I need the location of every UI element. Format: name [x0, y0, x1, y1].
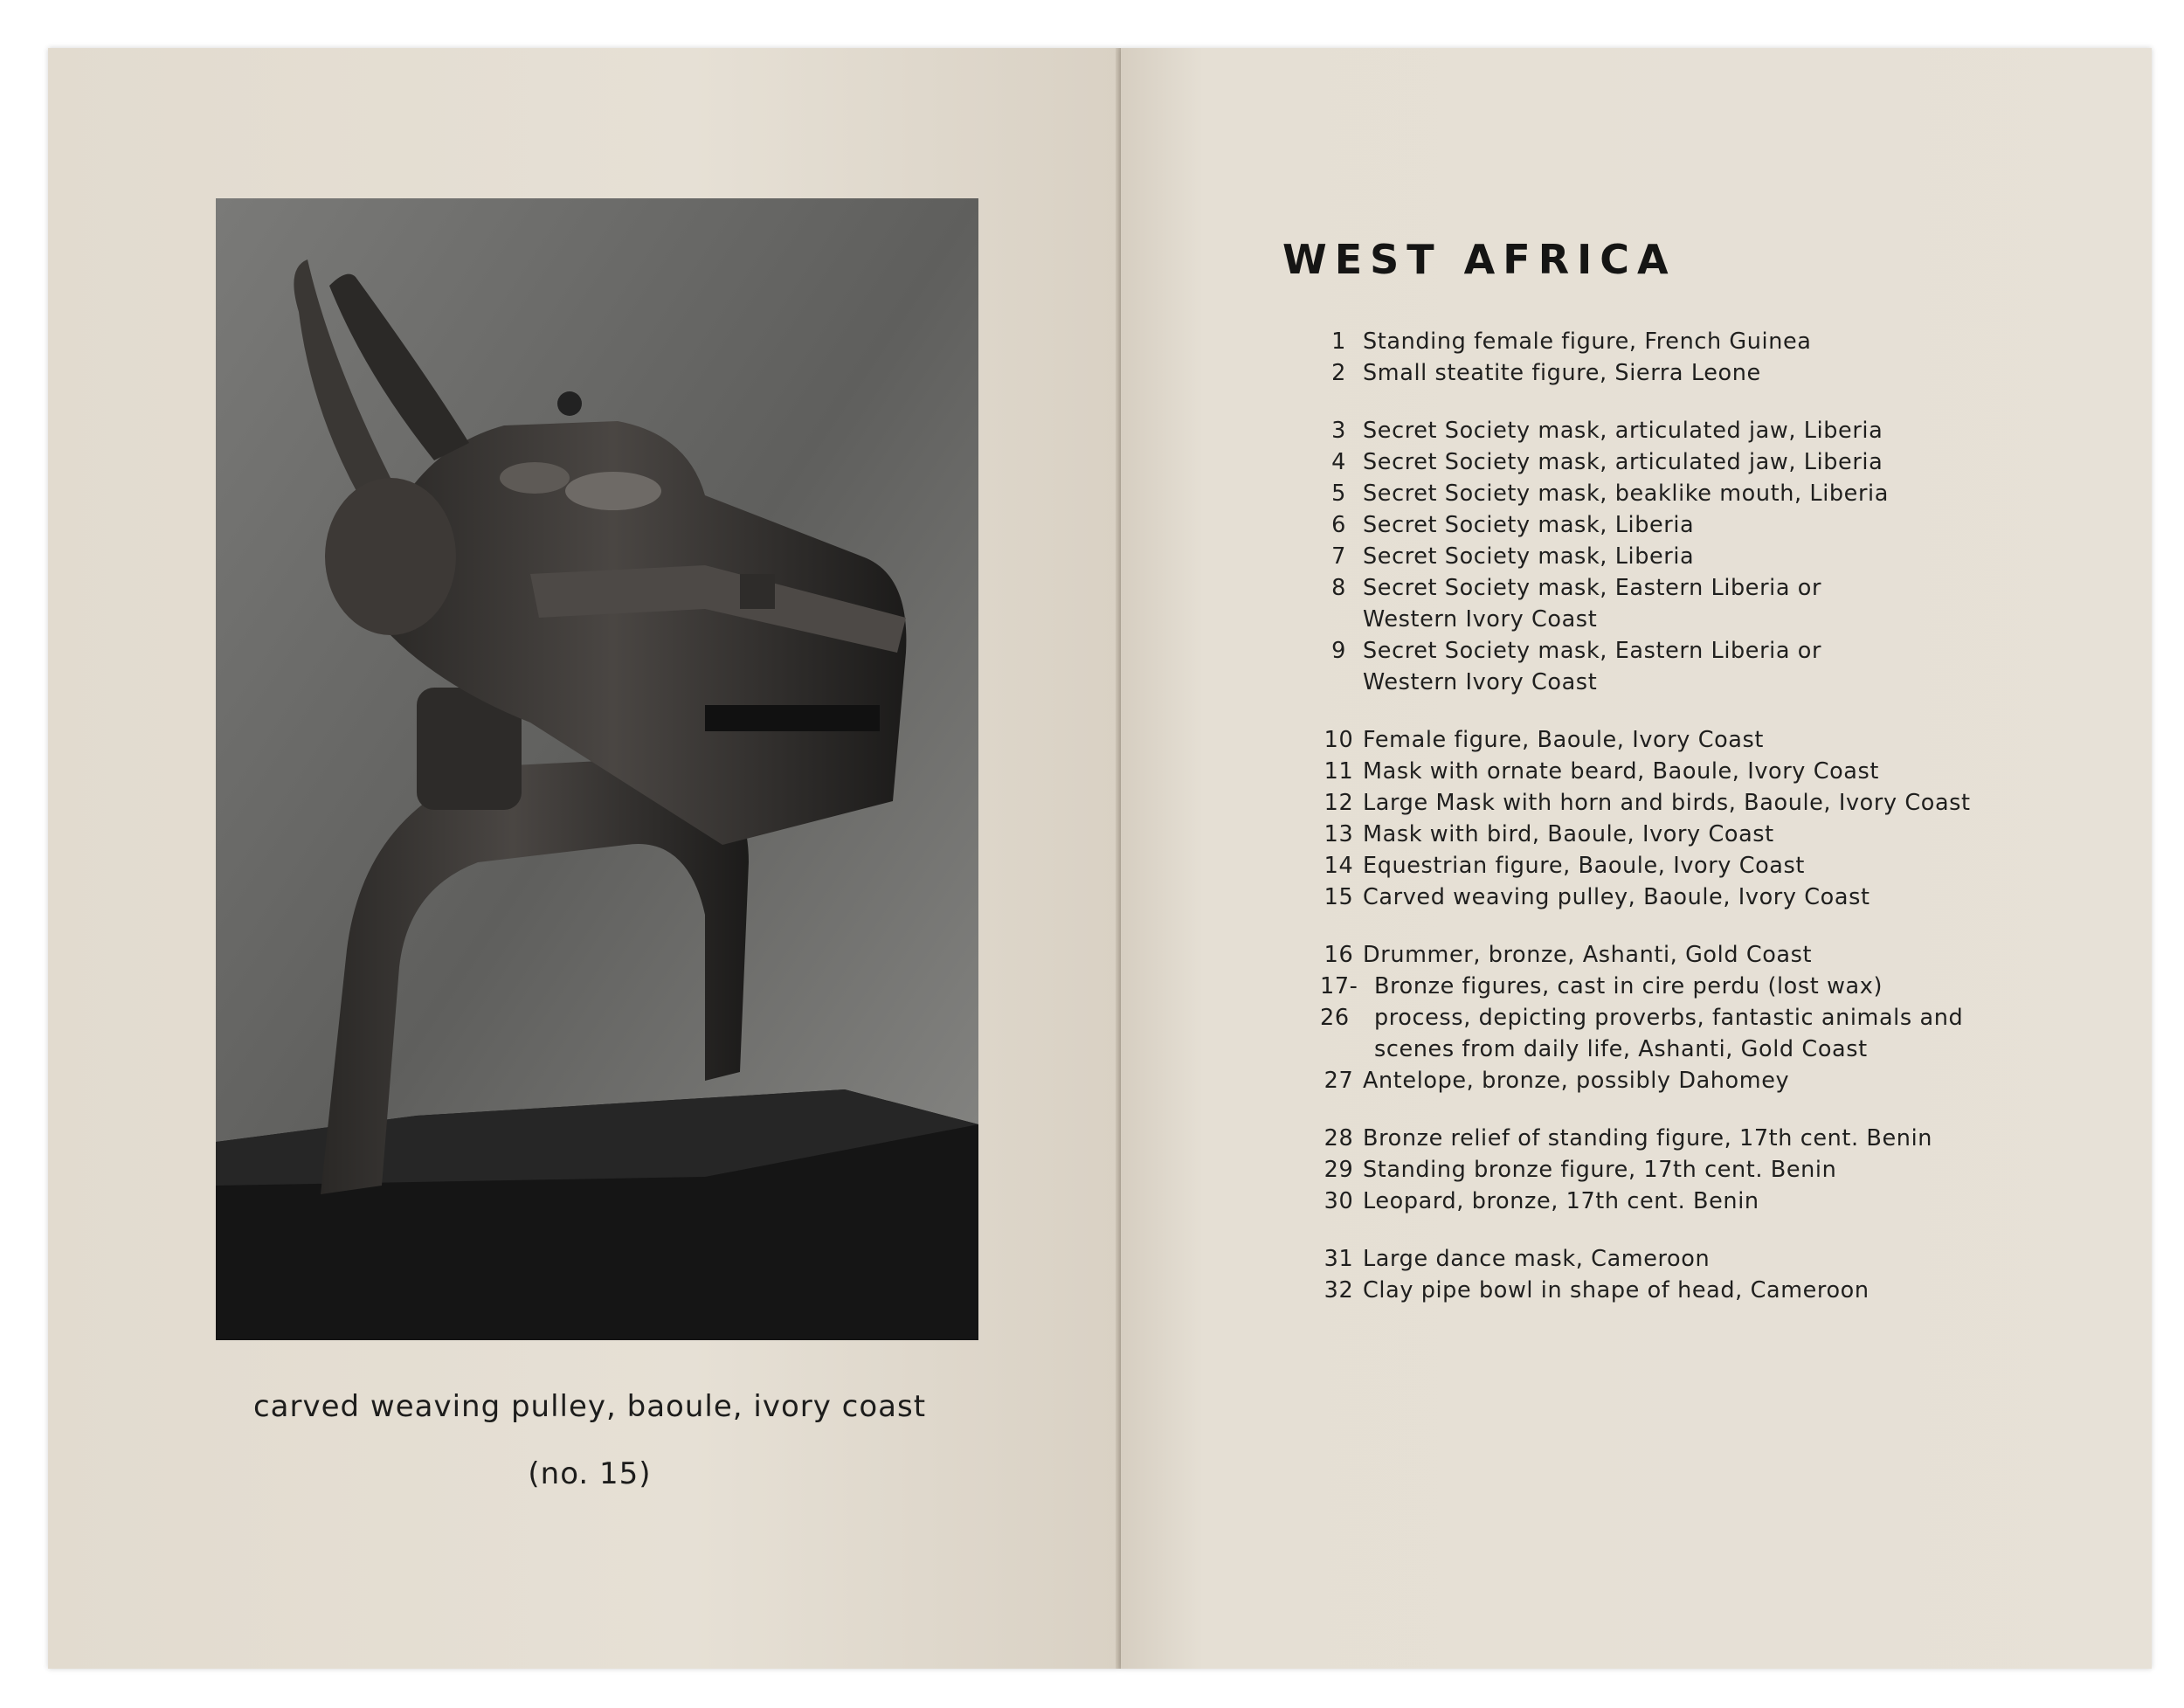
catalog-entry-line: Carved weaving pulley, Baoule, Ivory Coast: [1363, 884, 1870, 910]
catalog-entry-number: 29: [1324, 1157, 1354, 1183]
catalog-group: [1320, 326, 2019, 389]
catalog-entry-number: 7: [1331, 543, 1346, 570]
catalog-entry-number: 1: [1331, 328, 1346, 355]
left-page: [48, 48, 1121, 1669]
catalog-entry-number: 27: [1324, 1068, 1354, 1094]
catalog-entry-line: Leopard, bronze, 17th cent. Benin: [1363, 1188, 1759, 1214]
catalog-entry-text: [1363, 1275, 2019, 1306]
catalog-entry: [1320, 541, 2019, 572]
catalog-entry-number: 28: [1324, 1125, 1354, 1151]
catalog-entry-line: Secret Society mask, Liberia: [1363, 543, 1695, 570]
catalog-entry-text: [1363, 572, 2019, 635]
catalog-entry: [1320, 819, 2019, 850]
catalog-entry: [1320, 326, 2019, 357]
catalog-entry-text: [1363, 850, 2019, 882]
catalog-entry-line: Small steatite figure, Sierra Leone: [1363, 360, 1761, 386]
catalog-entry: [1320, 635, 2019, 698]
weaving-pulley-photograph: [216, 198, 978, 1340]
catalog-group: [1320, 415, 2019, 698]
catalog-entry-text: [1363, 1123, 2019, 1154]
catalog-entry-line: Clay pipe bowl in shape of head, Cameroon: [1363, 1277, 1870, 1303]
catalog-entry-line: Western Ivory Coast: [1363, 669, 1598, 695]
catalog-entry-line: Female figure, Baoule, Ivory Coast: [1363, 727, 1765, 753]
catalog-entry: [1320, 478, 2019, 509]
catalog-entry-text: [1363, 882, 2019, 913]
catalog-entry-text: [1363, 478, 2019, 509]
catalog-entry-line: Large Mask with horn and birds, Baoule, Ivory Coast: [1363, 790, 1971, 816]
catalog-entry-number: 6: [1331, 512, 1346, 538]
catalog-entry: [1320, 756, 2019, 787]
catalog-group: [1320, 724, 2019, 913]
catalog-group: [1320, 939, 2019, 1096]
right-page: [1121, 48, 2152, 1669]
catalog-entry-number: 13: [1324, 821, 1354, 847]
catalog-entry-number: 3: [1331, 418, 1346, 444]
catalog-entry-text: [1363, 635, 2019, 698]
catalog-entry-line: Bronze figures, cast in cire perdu (lost wax): [1374, 973, 1883, 999]
catalog-entry-number: 8: [1331, 575, 1346, 601]
catalog-entry: [1320, 446, 2019, 478]
catalog-entry-number: 15: [1324, 884, 1354, 910]
catalog-entry-line: Mask with ornate beard, Baoule, Ivory Coast: [1363, 758, 1880, 785]
catalog-entry-line: Large dance mask, Cameroon: [1363, 1246, 1711, 1272]
catalog-entry-line: process, depicting proverbs, fantastic animals and: [1374, 1005, 1964, 1031]
catalog-entry: [1320, 357, 2019, 389]
catalog-entry-number: 30: [1324, 1188, 1354, 1214]
catalog-entry-text: [1363, 415, 2019, 446]
weaving-pulley-image: [216, 198, 978, 1340]
catalog-entry: [1320, 939, 2019, 971]
catalog-entry: [1320, 1275, 2019, 1306]
catalog-entry: [1320, 1065, 2019, 1096]
catalog-entry-line: Drummer, bronze, Ashanti, Gold Coast: [1363, 942, 1813, 968]
catalog-entry: [1320, 1154, 2019, 1186]
catalog-entry-line: Standing bronze figure, 17th cent. Benin: [1363, 1157, 1837, 1183]
catalog-entry-number: 10: [1324, 727, 1354, 753]
catalog-entry-line: Secret Society mask, beaklike mouth, Liberia: [1363, 481, 1889, 507]
catalog-entry-line: Secret Society mask, Eastern Liberia or: [1363, 575, 1822, 601]
catalog-entry: [1320, 971, 2019, 1065]
catalog-entry-text: [1363, 1243, 2019, 1275]
catalog-entry-text: [1363, 756, 2019, 787]
catalog-entry: [1320, 882, 2019, 913]
catalog-entry-text: [1363, 819, 2019, 850]
catalog-list: [1320, 326, 2019, 1332]
catalog-entry-number: 14: [1324, 853, 1354, 879]
catalog-entry-line: Standing female figure, French Guinea: [1363, 328, 1812, 355]
catalog-entry: [1320, 850, 2019, 882]
catalog-entry-line: Secret Society mask, Eastern Liberia or: [1363, 638, 1822, 664]
catalog-entry: [1320, 572, 2019, 635]
catalog-entry-text: [1363, 446, 2019, 478]
catalog-entry-line: Antelope, bronze, possibly Dahomey: [1363, 1068, 1790, 1094]
catalog-entry-text: [1363, 787, 2019, 819]
catalog-entry: [1320, 787, 2019, 819]
catalog-entry-line: Bronze relief of standing figure, 17th cent. Benin: [1363, 1125, 1933, 1151]
catalog-entry-number: 5: [1331, 481, 1346, 507]
catalog-entry-line: Equestrian figure, Baoule, Ivory Coast: [1363, 853, 1806, 879]
catalog-entry: [1320, 415, 2019, 446]
catalog-entry-text: [1363, 357, 2019, 389]
catalog-entry-number: 11: [1324, 758, 1354, 785]
photo-caption-number: (no. 15): [528, 1456, 652, 1491]
catalog-entry-number: 32: [1324, 1277, 1354, 1303]
catalog-entry-text: [1363, 509, 2019, 541]
catalog-entry-number: 12: [1324, 790, 1354, 816]
catalog-entry-number: 2: [1331, 360, 1346, 386]
catalog-entry-line: Secret Society mask, articulated jaw, Liberia: [1363, 418, 1883, 444]
catalog-entry: [1320, 724, 2019, 756]
photo-caption: carved weaving pulley, baoule, ivory coast: [252, 1389, 927, 1424]
catalog-entry-line: Secret Society mask, Liberia: [1363, 512, 1695, 538]
catalog-entry-text: [1363, 1154, 2019, 1186]
catalog-entry: [1320, 1186, 2019, 1217]
catalog-entry: [1320, 1243, 2019, 1275]
catalog-entry-text: [1363, 326, 2019, 357]
catalog-entry-text: [1374, 971, 2019, 1065]
catalog-entry-text: [1363, 939, 2019, 971]
catalog-entry-line: Western Ivory Coast: [1363, 606, 1598, 633]
catalog-entry-number: 9: [1331, 638, 1346, 664]
catalog-entry-text: [1363, 724, 2019, 756]
catalog-entry-line: Secret Society mask, articulated jaw, Liberia: [1363, 449, 1883, 475]
catalog-entry-text: [1363, 1065, 2019, 1096]
catalog-entry: [1320, 509, 2019, 541]
catalog-entry-line: scenes from daily life, Ashanti, Gold Coast: [1374, 1036, 1868, 1062]
section-heading: WEST AFRICA: [1282, 236, 1676, 283]
catalog-entry-number: 17-26: [1320, 973, 1358, 1031]
catalog-group: [1320, 1123, 2019, 1217]
catalog-entry-number: 4: [1331, 449, 1346, 475]
catalog-entry-number: 16: [1324, 942, 1354, 968]
catalog-group: [1320, 1243, 2019, 1306]
catalog-entry-line: Mask with bird, Baoule, Ivory Coast: [1363, 821, 1774, 847]
catalog-entry: [1320, 1123, 2019, 1154]
catalog-entry-text: [1363, 1186, 2019, 1217]
catalog-entry-text: [1363, 541, 2019, 572]
catalog-entry-number: 31: [1324, 1246, 1354, 1272]
